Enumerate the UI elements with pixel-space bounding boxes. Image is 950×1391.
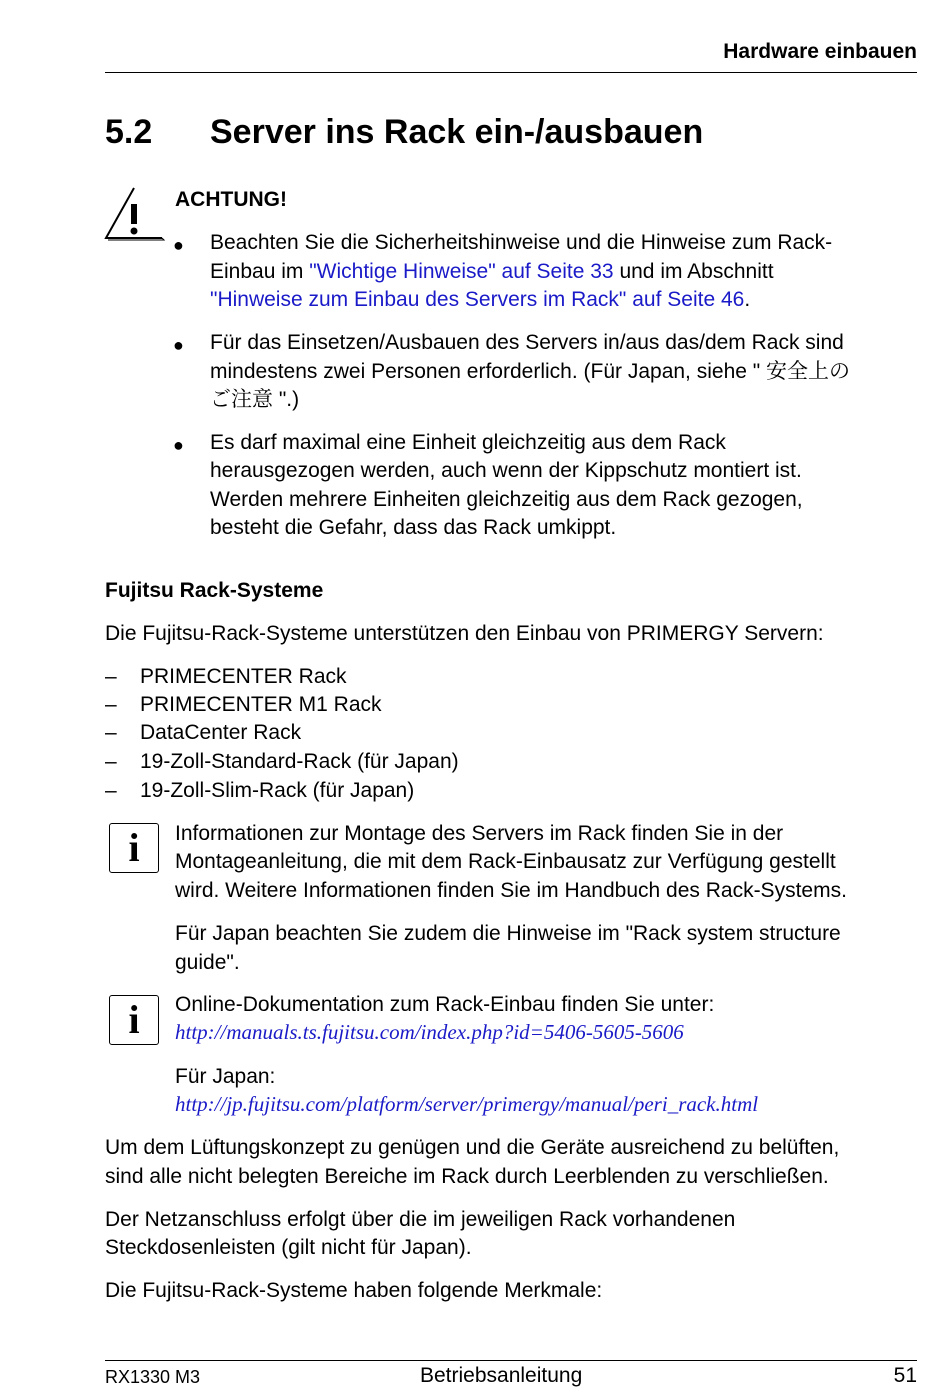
page-number: 51 (893, 1364, 917, 1387)
warning-bullet-3-line-1: Es darf maximal eine Einheit gleichzeitig aus dem Rack (210, 431, 726, 454)
list-item: DataCenter Rack (140, 721, 302, 744)
header-rule (105, 72, 917, 73)
subheading: Fujitsu Rack-Systeme (105, 579, 324, 602)
list-dash: – (105, 750, 117, 773)
list-item: 19-Zoll-Standard-Rack (für Japan) (140, 750, 459, 773)
list-dash: – (105, 779, 117, 802)
section-number: 5.2 (105, 113, 153, 151)
list-item: 19-Zoll-Slim-Rack (für Japan) (140, 779, 415, 802)
section-title: Server ins Rack ein-/ausbauen (210, 113, 704, 151)
warning-bullet-3-line-4: besteht die Gefahr, dass das Rack umkippt. (210, 516, 617, 539)
list-dash: – (105, 665, 117, 688)
footer-rule (105, 1360, 917, 1361)
footer-model: RX1330 M3 (105, 1367, 201, 1387)
list-dash: – (105, 721, 117, 744)
japan-rack-link[interactable]: http://jp.fujitsu.com/platform/server/primergy/manual/peri_rack.html (175, 1092, 759, 1116)
info-1-line-4: Für Japan beachten Sie zudem die Hinweise im "Rack system structure (175, 922, 841, 945)
paragraph-2-line-2: Steckdosenleisten (gilt nicht für Japan). (105, 1236, 472, 1259)
paragraph-1-line-1: Um dem Lüftungskonzept zu genügen und die Geräte ausreichend zu belüften, (105, 1136, 840, 1159)
info-icon: i (109, 995, 159, 1045)
intro-paragraph: Die Fujitsu-Rack-Systeme unterstützen den Einbau von PRIMERGY Servern: (105, 622, 824, 645)
warning-bullet-2-line-1: Für das Einsetzen/Ausbauen des Servers in/aus das/dem Rack sind (210, 331, 844, 354)
info-1-line-1: Informationen zur Montage des Servers im Rack finden Sie in der (175, 822, 784, 845)
running-header: Hardware einbauen (723, 40, 917, 63)
link-wichtige-hinweise[interactable]: "Wichtige Hinweise" auf Seite 33 (309, 260, 614, 283)
warning-bullet-2-line-2: mindestens zwei Personen erforderlich. (Für Japan, siehe " 安全上の (210, 360, 851, 383)
warning-heading: ACHTUNG! (175, 188, 287, 211)
paragraph-3: Die Fujitsu-Rack-Systeme haben folgende Merkmale: (105, 1279, 603, 1302)
info-2-line-1: Online-Dokumentation zum Rack-Einbau finden Sie unter: (175, 993, 715, 1016)
info-icon: i (109, 823, 159, 873)
warning-bullet-2-line-3: ご注意 ".) (210, 388, 300, 411)
link-hinweise-einbau[interactable]: "Hinweise zum Einbau des Servers im Rack" auf Seite 46 (210, 288, 745, 311)
info-1-line-5: guide". (175, 951, 240, 974)
warning-bullet-1-line-2: Einbau im "Wichtige Hinweise" auf Seite 33 und im Abschnitt (210, 260, 774, 283)
warning-bullet-1-line-3: "Hinweise zum Einbau des Servers im Rack" auf Seite 46. (210, 288, 751, 311)
footer-doc-title: Betriebsanleitung (420, 1364, 583, 1387)
paragraph-2-line-1: Der Netzanschluss erfolgt über die im jeweiligen Rack vorhandenen (105, 1208, 736, 1231)
info-2-line-2: Für Japan: (175, 1065, 276, 1088)
list-dash: – (105, 693, 117, 716)
warning-bullet-3-line-3: Werden mehrere Einheiten gleichzeitig aus dem Rack gezogen, (210, 488, 803, 511)
list-item: PRIMECENTER M1 Rack (140, 693, 382, 716)
bullet-icon: ● (173, 435, 184, 455)
manuals-link[interactable]: http://manuals.ts.fujitsu.com/index.php?id=5406-5605-5606 (175, 1020, 684, 1044)
warning-bullet-3-line-2: herausgezogen werden, auch wenn der Kippschutz montiert ist. (210, 459, 802, 482)
paragraph-1-line-2: sind alle nicht belegten Bereiche im Rack durch Leerblenden zu verschließen. (105, 1165, 829, 1188)
info-1-line-3: wird. Weitere Informationen finden Sie im Handbuch des Rack-Systems. (175, 879, 847, 902)
warning-icon (104, 186, 166, 242)
list-item: PRIMECENTER Rack (140, 665, 347, 688)
bullet-icon: ● (173, 335, 184, 355)
bullet-icon: ● (173, 235, 184, 255)
info-1-line-2: Montageanleitung, die mit dem Rack-Einbausatz zur Verfügung gestellt (175, 850, 836, 873)
warning-bullet-1-line-1: Beachten Sie die Sicherheitshinweise und die Hinweise zum Rack- (210, 231, 833, 254)
